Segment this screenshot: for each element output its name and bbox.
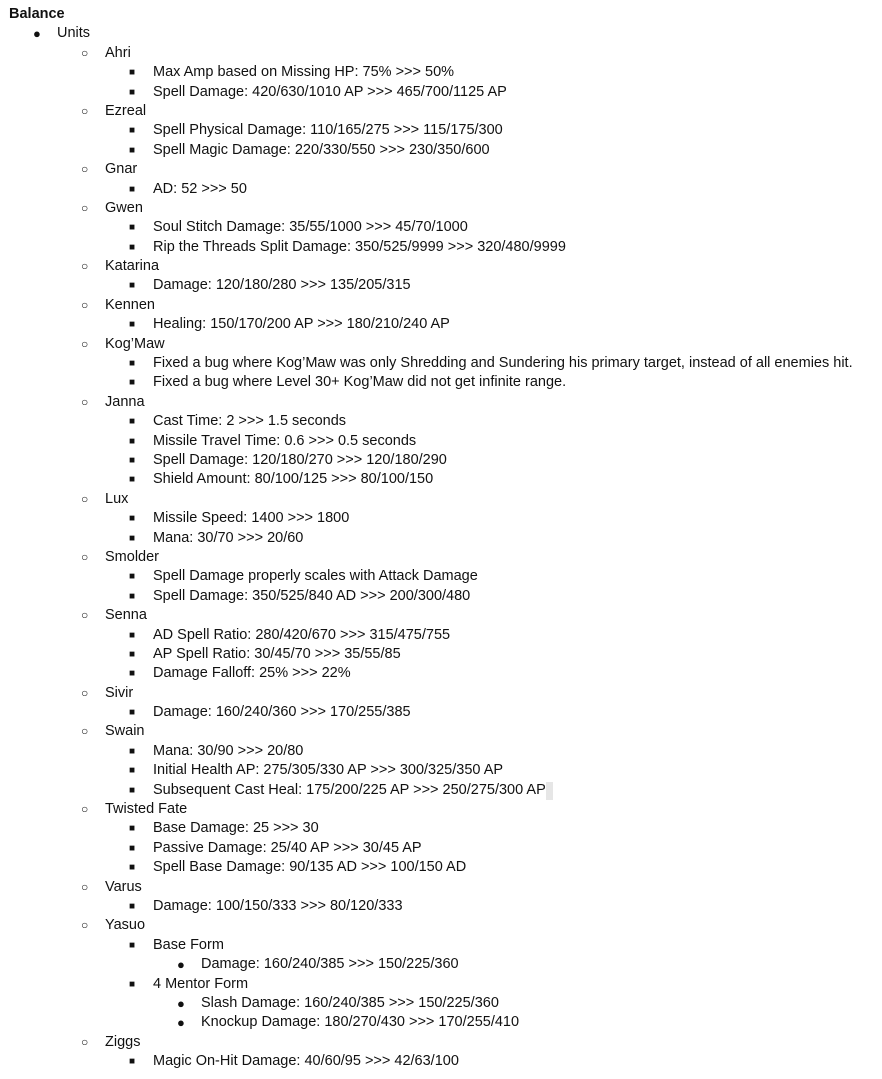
change-item-text: Base Form — [153, 936, 224, 953]
detail-item-text: Damage: 160/240/385 >>> 150/225/360 — [201, 956, 459, 973]
change-item — [0, 742, 882, 761]
unit-name — [0, 257, 882, 276]
square-bullet-icon: ■ — [129, 86, 136, 98]
detail-item-text: Slash Damage: 160/240/385 >>> 150/225/360 — [201, 994, 499, 1011]
unit-name — [0, 490, 882, 509]
change-item-text: Max Amp based on Missing HP: 75% >>> 50% — [153, 64, 455, 81]
change-item — [0, 975, 882, 994]
unit-name-text: Gnar — [105, 161, 138, 178]
square-bullet-icon: ■ — [129, 629, 136, 641]
square-bullet-icon: ■ — [129, 280, 136, 292]
change-item-text: Shield Amount: 80/100/125 >>> 80/100/150 — [153, 471, 434, 488]
unit-name-text: Janna — [105, 393, 145, 410]
unit-name-text: Ezreal — [105, 102, 147, 119]
change-item — [0, 567, 882, 586]
hollow-circle-bullet-icon: ○ — [81, 685, 89, 700]
change-item-text: Fixed a bug where Kog’Maw was only Shredding and Sundering his primary target, instead of all enemies hit. — [153, 355, 853, 372]
unit-name-text: Lux — [105, 490, 129, 507]
square-bullet-icon: ■ — [129, 532, 136, 544]
change-item — [0, 238, 882, 257]
unit-name-text: Kog’Maw — [105, 335, 165, 352]
unit-name — [0, 102, 882, 121]
change-item — [0, 432, 882, 451]
hollow-circle-bullet-icon: ○ — [81, 162, 89, 177]
hollow-circle-bullet-icon: ○ — [81, 394, 89, 409]
hollow-circle-bullet-icon: ○ — [81, 103, 89, 118]
hollow-circle-bullet-icon: ○ — [81, 549, 89, 564]
change-item — [0, 470, 882, 489]
square-bullet-icon: ■ — [129, 67, 136, 79]
hollow-circle-bullet-icon: ○ — [81, 802, 89, 817]
unit-name-text: Twisted Fate — [105, 801, 188, 818]
change-item — [0, 703, 882, 722]
subsection-label: Units — [57, 25, 91, 42]
square-bullet-icon: ■ — [129, 784, 136, 796]
hollow-circle-bullet-icon: ○ — [81, 879, 89, 894]
text-cursor-highlight — [546, 782, 553, 800]
unit-name — [0, 160, 882, 179]
change-item — [0, 354, 882, 373]
change-item — [0, 141, 882, 160]
change-item-text: Spell Magic Damage: 220/330/550 >>> 230/350/600 — [153, 141, 490, 158]
square-bullet-icon: ■ — [129, 125, 136, 137]
hollow-circle-bullet-icon: ○ — [81, 200, 89, 215]
change-item — [0, 761, 882, 780]
change-item-text: Missile Travel Time: 0.6 >>> 0.5 seconds — [153, 432, 417, 449]
unit-name — [0, 335, 882, 354]
change-item — [0, 936, 882, 955]
change-item-text: Missile Speed: 1400 >>> 1800 — [153, 510, 350, 527]
square-bullet-icon: ■ — [129, 978, 136, 990]
change-item — [0, 897, 882, 916]
change-item-text: Spell Physical Damage: 110/165/275 >>> 115/175/300 — [153, 122, 503, 139]
change-item-text: Spell Damage: 120/180/270 >>> 120/180/290 — [153, 451, 447, 468]
unit-name-text: Yasuo — [105, 917, 146, 934]
change-item-text: Damage: 120/180/280 >>> 135/205/315 — [153, 277, 411, 294]
change-item — [0, 626, 882, 645]
square-bullet-icon: ■ — [129, 183, 136, 195]
unit-name — [0, 916, 882, 935]
change-item-text: Initial Health AP: 275/305/330 AP >>> 300/325/350 AP — [153, 762, 504, 779]
change-item — [0, 451, 882, 470]
square-bullet-icon: ■ — [129, 222, 136, 234]
change-item-text: AD: 52 >>> 50 — [153, 180, 247, 197]
change-item — [0, 121, 882, 140]
square-bullet-icon: ■ — [129, 900, 136, 912]
change-item-text: Damage: 100/150/333 >>> 80/120/333 — [153, 897, 403, 914]
change-item — [0, 509, 882, 528]
unit-name — [0, 44, 882, 63]
filled-circle-bullet-icon: ● — [177, 957, 185, 973]
patch-notes-document — [0, 5, 882, 1071]
change-item — [0, 819, 882, 838]
unit-name-text: Sivir — [105, 684, 134, 701]
hollow-circle-bullet-icon: ○ — [81, 724, 89, 739]
change-item — [0, 587, 882, 606]
change-item-text: Spell Damage: 350/525/840 AD >>> 200/300/480 — [153, 587, 471, 604]
square-bullet-icon: ■ — [129, 1056, 136, 1068]
hollow-circle-bullet-icon: ○ — [81, 336, 89, 351]
change-item-text: Mana: 30/90 >>> 20/80 — [153, 742, 304, 759]
hollow-circle-bullet-icon: ○ — [81, 491, 89, 506]
detail-item — [0, 1013, 882, 1032]
square-bullet-icon: ■ — [129, 144, 136, 156]
square-bullet-icon: ■ — [129, 319, 136, 331]
section-heading: Balance — [9, 6, 65, 22]
hollow-circle-bullet-icon: ○ — [81, 259, 89, 274]
square-bullet-icon: ■ — [129, 454, 136, 466]
unit-name — [0, 606, 882, 625]
change-item-text: Subsequent Cast Heal: 175/200/225 AP >>> 250/275/300 AP — [153, 781, 546, 798]
hollow-circle-bullet-icon: ○ — [81, 1034, 89, 1049]
change-item-text: Soul Stitch Damage: 35/55/1000 >>> 45/70/1000 — [153, 219, 468, 236]
change-item-text: Rip the Threads Split Damage: 350/525/9999 >>> 320/480/9999 — [153, 238, 566, 255]
detail-item — [0, 994, 882, 1013]
square-bullet-icon: ■ — [129, 571, 136, 583]
unit-name — [0, 684, 882, 703]
unit-name-text: Kennen — [105, 296, 155, 313]
list-item-units — [0, 24, 882, 43]
change-item-text: Healing: 150/170/200 AP >>> 180/210/240 AP — [153, 316, 450, 333]
change-item — [0, 839, 882, 858]
unit-name-text: Varus — [105, 878, 142, 895]
hollow-circle-bullet-icon: ○ — [81, 918, 89, 933]
unit-name — [0, 548, 882, 567]
units-list — [0, 44, 882, 1072]
change-item-text: Fixed a bug where Level 30+ Kog’Maw did not get infinite range. — [153, 374, 567, 391]
change-item — [0, 63, 882, 82]
change-item-text: Passive Damage: 25/40 AP >>> 30/45 AP — [153, 839, 422, 856]
change-item — [0, 412, 882, 431]
filled-circle-bullet-icon: ● — [33, 26, 41, 42]
square-bullet-icon: ■ — [129, 435, 136, 447]
hollow-circle-bullet-icon: ○ — [81, 297, 89, 312]
detail-item — [0, 955, 882, 974]
unit-name — [0, 722, 882, 741]
unit-name-text: Smolder — [105, 548, 159, 565]
square-bullet-icon: ■ — [129, 590, 136, 602]
change-item — [0, 664, 882, 683]
change-item-text: Cast Time: 2 >>> 1.5 seconds — [153, 413, 347, 430]
change-item — [0, 83, 882, 102]
change-item — [0, 645, 882, 664]
filled-circle-bullet-icon: ● — [177, 1015, 185, 1031]
unit-name-text: Senna — [105, 607, 147, 624]
square-bullet-icon: ■ — [129, 765, 136, 777]
square-bullet-icon: ■ — [129, 862, 136, 874]
unit-name — [0, 393, 882, 412]
unit-name-text: Gwen — [105, 199, 143, 216]
change-item-text: 4 Mentor Form — [153, 975, 249, 992]
unit-name-text: Swain — [105, 723, 145, 740]
square-bullet-icon: ■ — [129, 939, 136, 951]
unit-name — [0, 199, 882, 218]
change-item — [0, 1052, 882, 1071]
change-item-text: Base Damage: 25 >>> 30 — [153, 820, 319, 837]
change-item — [0, 373, 882, 392]
change-item-text: Damage: 160/240/360 >>> 170/255/385 — [153, 704, 411, 721]
change-item-text: Mana: 30/70 >>> 20/60 — [153, 529, 304, 546]
square-bullet-icon: ■ — [129, 416, 136, 428]
square-bullet-icon: ■ — [129, 707, 136, 719]
change-item — [0, 781, 882, 800]
square-bullet-icon: ■ — [129, 377, 136, 389]
change-item — [0, 276, 882, 295]
change-item — [0, 180, 882, 199]
square-bullet-icon: ■ — [129, 842, 136, 854]
unit-name — [0, 296, 882, 315]
unit-name-text: Ahri — [105, 44, 131, 61]
unit-name-text: Ziggs — [105, 1033, 141, 1050]
square-bullet-icon: ■ — [129, 241, 136, 253]
change-item — [0, 218, 882, 237]
change-item — [0, 858, 882, 877]
hollow-circle-bullet-icon: ○ — [81, 608, 89, 623]
square-bullet-icon: ■ — [129, 823, 136, 835]
change-item — [0, 315, 882, 334]
square-bullet-icon: ■ — [129, 745, 136, 757]
change-item-text: AP Spell Ratio: 30/45/70 >>> 35/55/85 — [153, 645, 401, 662]
hollow-circle-bullet-icon: ○ — [81, 45, 89, 60]
unit-name — [0, 1033, 882, 1052]
change-item-text: Spell Base Damage: 90/135 AD >>> 100/150 AD — [153, 859, 467, 876]
change-item-text: Spell Damage: 420/630/1010 AP >>> 465/700/1125 AP — [153, 83, 507, 100]
change-item-text: AD Spell Ratio: 280/420/670 >>> 315/475/755 — [153, 626, 451, 643]
change-item — [0, 529, 882, 548]
change-item-text: Damage Falloff: 25% >>> 22% — [153, 665, 351, 682]
square-bullet-icon: ■ — [129, 474, 136, 486]
change-item-text: Magic On-Hit Damage: 40/60/95 >>> 42/63/100 — [153, 1053, 459, 1070]
change-item-text: Spell Damage properly scales with Attack Damage — [153, 568, 478, 585]
square-bullet-icon: ■ — [129, 513, 136, 525]
square-bullet-icon: ■ — [129, 668, 136, 680]
detail-item-text: Knockup Damage: 180/270/430 >>> 170/255/410 — [201, 1014, 520, 1031]
filled-circle-bullet-icon: ● — [177, 995, 185, 1011]
square-bullet-icon: ■ — [129, 358, 136, 370]
square-bullet-icon: ■ — [129, 648, 136, 660]
unit-name — [0, 800, 882, 819]
unit-name — [0, 878, 882, 897]
unit-name-text: Katarina — [105, 258, 160, 275]
